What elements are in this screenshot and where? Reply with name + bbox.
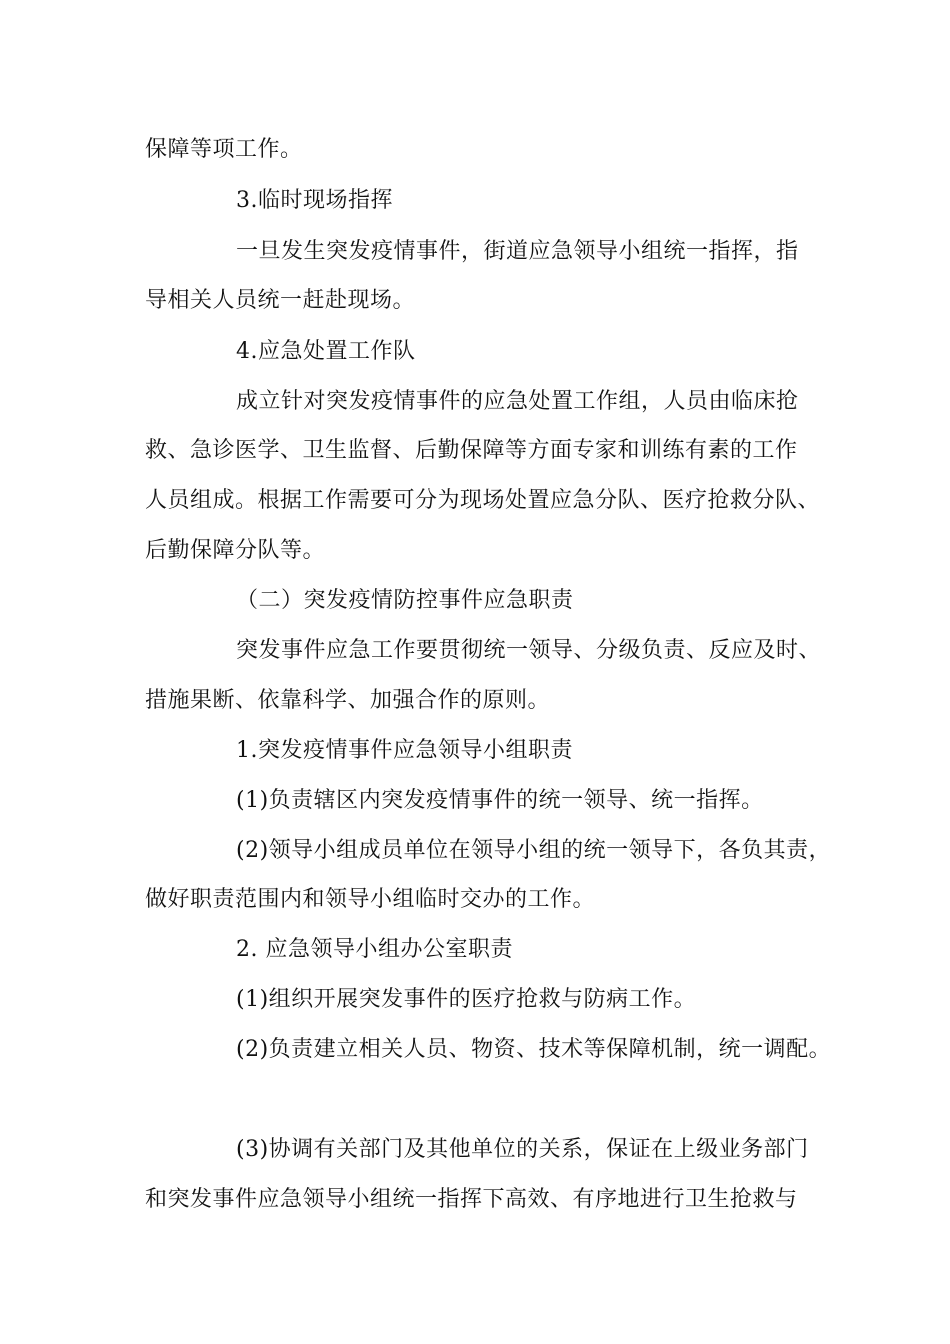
- text-line: 人员组成。根据工作需要可分为现场处置应急分队、医疗抢救分队、: [145, 488, 821, 513]
- paragraph-line: 一旦发生突发疫情事件，街道应急领导小组统一指挥，指: [236, 239, 799, 264]
- paragraph-line: 成立针对突发疫情事件的应急处置工作组，人员由临床抢: [236, 389, 799, 414]
- text-line: 后勤保障分队等。: [145, 538, 326, 563]
- section-heading: （二）突发疫情防控事件应急职责: [236, 588, 574, 613]
- section-heading: 3.临时现场指挥: [236, 188, 393, 213]
- text-line: 导相关人员统一赶赴现场。: [145, 288, 416, 313]
- text-line: 救、急诊医学、卫生监督、后勤保障等方面专家和训练有素的工作: [145, 438, 798, 463]
- list-item: (2)负责建立相关人员、物资、技术等保障机制，统一调配。: [236, 1037, 832, 1062]
- list-item: (1)组织开展突发事件的医疗抢救与防病工作。: [236, 987, 697, 1012]
- text-line: 做好职责范围内和领导小组临时交办的工作。: [145, 887, 596, 912]
- list-item: (1)负责辖区内突发疫情事件的统一领导、统一指挥。: [236, 788, 764, 813]
- list-item: (2)领导小组成员单位在领导小组的统一领导下，各负其责，: [236, 838, 832, 863]
- text-line: 保障等项工作。: [145, 137, 303, 162]
- text-line: 措施果断、依靠科学、加强合作的原则。: [145, 688, 551, 713]
- list-item: (3)协调有关部门及其他单位的关系，保证在上级业务部门: [236, 1137, 809, 1162]
- section-heading: 1.突发疫情事件应急领导小组职责: [236, 738, 573, 763]
- section-heading: 4.应急处置工作队: [236, 339, 416, 364]
- section-heading: 2. 应急领导小组办公室职责: [236, 937, 513, 962]
- paragraph-line: 突发事件应急工作要贯彻统一领导、分级负责、反应及时、: [236, 638, 822, 663]
- text-line: 和突发事件应急领导小组统一指挥下高效、有序地进行卫生抢救与: [145, 1187, 798, 1212]
